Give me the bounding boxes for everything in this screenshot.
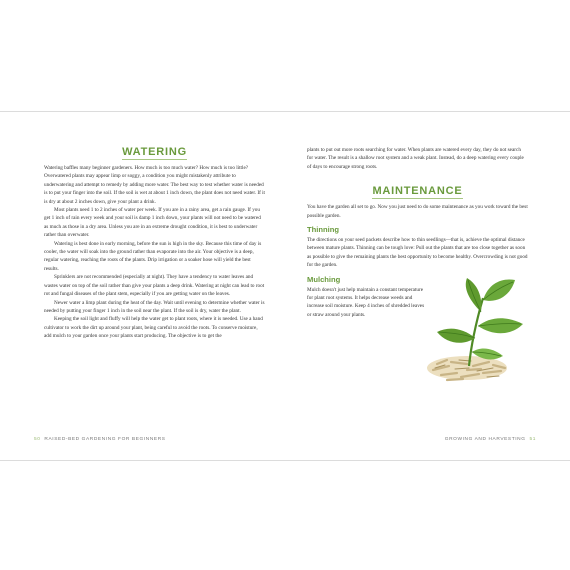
- right-footer: [445, 437, 536, 442]
- left-page-number: 50: [34, 437, 41, 442]
- mulching-section: [307, 286, 528, 320]
- paragraph: Most plants need 1 to 2 inches of water per week. If you are in a rainy area, get a rain gauge. If you get 1 inch of rain every week and your soil is damp 1 inch down, your plants will not need to be watered as much as those in a dry area. Unless you are in an extreme drought condition, it is best to underwater rather than overwater.: [44, 207, 261, 239]
- watering-heading: WATERING: [122, 146, 187, 158]
- right-running-title: GROWING AND HARVESTING: [444, 437, 526, 442]
- left-running-title: RAISED-BED GARDENING FOR BEGINNERS: [44, 437, 166, 442]
- right-page-number: 51: [529, 437, 536, 442]
- mulch-pile: [427, 356, 507, 380]
- paragraph: Watering is best done in early morning, before the sun is high in the sky. Because this time of day is cooler, the water will soak into the ground rather than evaporate into the air. Your objective is a deep, regular watering, reaching the roots of the plants. Drip irrigation or a soaker hose will yield the best results.: [44, 240, 262, 272]
- thinning-heading: Thinning: [307, 225, 340, 235]
- mulching-heading: Mulching: [307, 274, 341, 284]
- left-footer: [34, 437, 166, 442]
- continued-paragraph: plants to put out more roots searching for water. When plants are watered every day, they do not search for water. The result is a shallow root system and a weak plant. Instead, do a deep watering every couple of days to encourage strong roots.: [307, 147, 524, 170]
- maintenance-heading: MAINTENANCE: [372, 185, 463, 198]
- right-page: [307, 146, 528, 319]
- thinning-paragraph: The directions on your seed packets describe how to thin seedlings—that is, achieve the optimal distance between mature plants. Thinning can be tough love: Pull out the plants that are too close together as soon as possible to give the remaining plants the best opportunity to become healthy. Overcrowding is not good for the garden.: [307, 237, 528, 269]
- paragraph: Watering baffles many beginner gardeners. How much is too much water? How much is too little? Overwatered plants may appear limp or soggy, a condition you might mistakenly attribute to underwatering and attempt to remedy by adding more water. The best way to test whether water is needed is to put your finger into the soil. If the soil is wet at about 1 inch down, the plant does not need water. If it is dry at about 2 inches down, give your plant a drink.: [44, 165, 266, 205]
- paragraph: Keeping the soil light and fluffy will help the water get to plant roots, where it is needed. Use a hand cultivator to work the dirt up around your plant, being careful to avoid the roots. To conserve moisture, add mulch to your garden once your plants start producing. The objective is to get the: [44, 316, 263, 340]
- plant-leaves: [437, 278, 523, 359]
- book-spread: [0, 111, 570, 461]
- left-page: [44, 146, 265, 341]
- mulching-paragraph: Mulch doesn't just help maintain a constant temperature for plant root systems. It helps decrease weeds and increase soil moisture. Keep 4 inches of shredded leaves or straw around your plants.: [307, 286, 425, 318]
- paragraph: Newer water a limp plant during the heat of the day. Wait until evening to determine whether water is needed by putting your finger 1 inch in the soil near the plant. If the soil is dry, water the plant.: [44, 299, 265, 314]
- maintenance-intro: You have the garden all set to go. Now you just need to do some maintenance as you work toward the best possible garden.: [307, 204, 528, 219]
- seedling-in-mulch-icon: [423, 276, 531, 388]
- paragraph: Sprinklers are not recommended (especially at night). They have a tendency to water leaves and wastes water on top of the soil rather than give your plants a deep drink. Watering at night can lead to root rot and fungal diseases of the plant stem, especially if you are getting water on the leaves.: [44, 274, 265, 298]
